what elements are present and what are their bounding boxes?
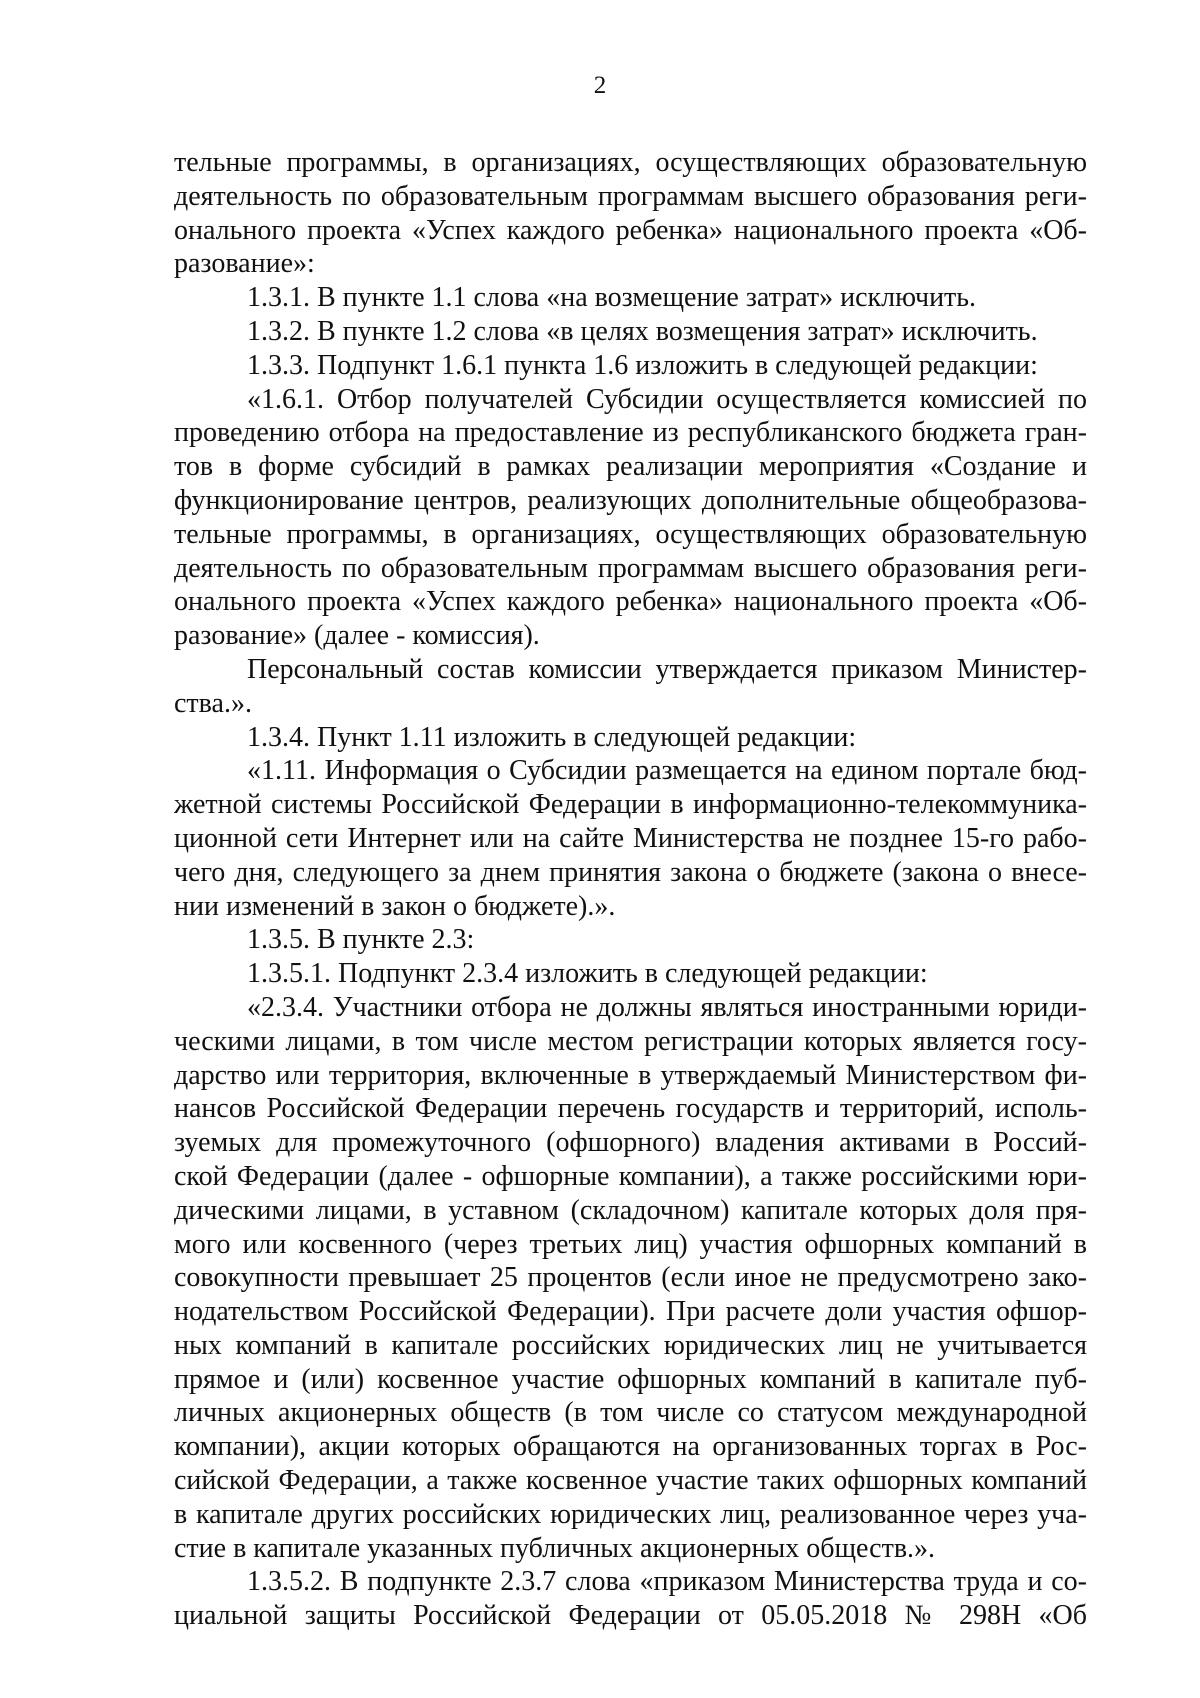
text-line: разование» (далее - комиссия).: [174, 620, 540, 652]
text-line: «2.3.4. Участники отбора не должны являться иностранными юриди-: [247, 991, 1087, 1023]
text-line: чего дня, следующего за днем принятия закона о бюджете (закона о внесе-: [174, 856, 1087, 888]
text-line: ционной сети Интернет или на сайте Министерства не позднее 15-го рабо-: [174, 822, 1087, 854]
text-line: тов в форме субсидий в рамках реализации мероприятия «Создание и: [174, 451, 1087, 483]
text-line: деятельность по образовательным программам высшего образования реги-: [174, 180, 1087, 212]
text-line: нансов Российской Федерации перечень государств и территорий, исполь-: [174, 1093, 1087, 1125]
text-line: онального проекта «Успех каждого ребенка» национального проекта «Об-: [174, 214, 1087, 246]
document-body: [174, 146, 1087, 1633]
text-line: сийской Федерации, а также косвенное участие таких офшорных компаний: [174, 1465, 1087, 1497]
text-line: ской Федерации (далее - офшорные компании), а также российскими юри-: [174, 1160, 1087, 1192]
text-line: прямое и (или) косвенное участие офшорных компаний в капитале пуб-: [174, 1363, 1087, 1395]
text-line: стие в капитале указанных публичных акционерных обществ.».: [174, 1532, 936, 1564]
text-line: Персональный состав комиссии утверждается приказом Министер-: [247, 653, 1087, 685]
text-line: 1.3.5. В пункте 2.3:: [247, 924, 475, 956]
text-line: ческими лицами, в том числе местом регистрации которых является госу-: [174, 1025, 1087, 1057]
text-line: 1.3.2. В пункте 1.2 слова «в целях возмещения затрат» исключить.: [247, 315, 1038, 347]
text-line: 1.3.5.1. Подпункт 2.3.4 изложить в следующей редакции:: [247, 958, 928, 990]
text-line: нодательством Российской Федерации). При расчете доли участия офшор-: [174, 1296, 1087, 1328]
text-line: «1.6.1. Отбор получателей Субсидии осуществляется комиссией по: [247, 383, 1087, 415]
text-line: мого или косвенного (через третьих лиц) участия офшорных компаний в: [174, 1228, 1087, 1260]
text-line: 1.3.5.2. В подпункте 2.3.7 слова «приказом Министерства труда и со-: [247, 1566, 1087, 1598]
text-line: онального проекта «Успех каждого ребенка» национального проекта «Об-: [174, 586, 1087, 618]
text-line: ства.».: [174, 687, 252, 719]
text-line: 1.3.3. Подпункт 1.6.1 пункта 1.6 изложить в следующей редакции:: [247, 349, 1038, 381]
text-line: нии изменений в закон о бюджете).».: [174, 890, 616, 922]
text-line: 1.3.4. Пункт 1.11 изложить в следующей редакции:: [247, 721, 857, 753]
text-line: в капитале других российских юридических лиц, реализованное через уча-: [174, 1498, 1087, 1530]
text-line: личных акционерных обществ (в том числе со статусом международной: [174, 1397, 1087, 1429]
text-line: функционирование центров, реализующих дополнительные общеобразова-: [174, 484, 1087, 516]
text-line: дарство или территория, включенные в утверждаемый Министерством фи-: [174, 1059, 1087, 1091]
text-line: тельные программы, в организациях, осуществляющих образовательную: [174, 518, 1087, 550]
text-line: тельные программы, в организациях, осуществляющих образовательную: [174, 147, 1087, 178]
text-line: дическими лицами, в уставном (складочном) капитале которых доля пря-: [174, 1194, 1087, 1226]
text-line: зуемых для промежуточного (офшорного) владения активами в Россий-: [174, 1127, 1087, 1159]
text-line: разование»:: [174, 248, 315, 280]
text-line: «1.11. Информация о Субсидии размещается на едином портале бюд-: [247, 755, 1087, 787]
text-line: проведению отбора на предоставление из республиканского бюджета гран-: [174, 417, 1087, 449]
text-line: ных компаний в капитале российских юридических лиц не учитывается: [174, 1329, 1087, 1361]
page-number: 2: [593, 72, 607, 99]
text-line: компании), акции которых обращаются на организованных торгах в Рос-: [174, 1431, 1087, 1463]
text-line: совокупности превышает 25 процентов (если иное не предусмотрено зако-: [174, 1262, 1087, 1294]
text-line: жетной системы Российской Федерации в информационно-телекоммуника-: [174, 789, 1087, 821]
text-line: циальной защиты Российской Федерации от 05.05.2018 № 298Н «Об: [174, 1600, 1087, 1632]
text-line: 1.3.1. В пункте 1.1 слова «на возмещение затрат» исключить.: [247, 282, 977, 314]
text-line: деятельность по образовательным программам высшего образования реги-: [174, 552, 1087, 584]
